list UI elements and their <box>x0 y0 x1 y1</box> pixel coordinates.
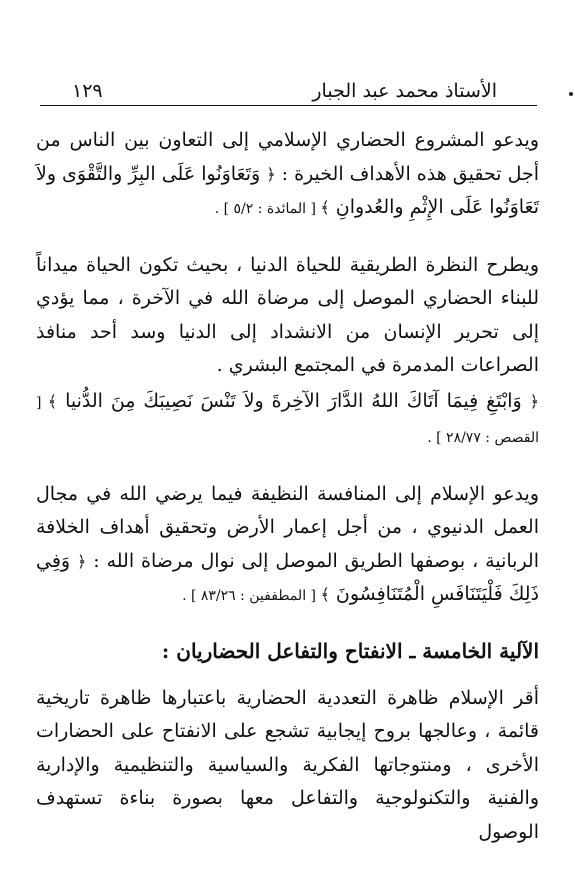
quran-verse: وَابْتَغِ فِيمَا آتَاكَ اللهُ الدَّارَ الآخِرةَ ولاَ تَنْسَ نَصِيبَكَ مِنَ الدُّنيا <box>57 389 530 412</box>
quran-close-bracket: ﴾ <box>320 585 330 604</box>
paragraph-pluralism <box>36 682 539 850</box>
verse-reference: [ المطففين : ٨٣/٢٦ ] . <box>182 588 321 604</box>
header-rule <box>40 105 537 106</box>
paragraph-text: ويدعو الإسلام إلى المنافسة النظيفة فيما يرضي الله في مجال العمل الدنيوي ، من أجل إعمار الأرض وتحقيق أهداف الخلافة الربانية ، بوصفها الطريق الموصل إلى نوال مرضاة الله : <box>36 482 539 572</box>
verse-reference: [ القصص : ٢٨/٧٧ ] . <box>36 394 539 446</box>
quran-verse: وَتَعَاوَنُوا عَلَى البِرِّ والتَّقْوَى ولاَ تَعَاوَنُوا عَلَى الإِثْمِ والعُدوانِ <box>36 162 539 218</box>
page-edge-mark <box>569 92 573 96</box>
running-title: الأستاذ محمد عبد الجبار <box>312 80 497 102</box>
page-header <box>72 74 497 102</box>
quran-verse: وَفِي ذَلِكَ فَلْيَتَنَافَسِ الْمُتَنَافِسُونَ <box>36 549 539 605</box>
paragraph-competition <box>36 478 539 614</box>
paragraph-text: ويطرح النظرة الطريقية للحياة الدنيا ، بحيث تكون الحياة ميداناً للبناء الحضاري الموصل إلى مرضاة الله في الآخرة ، مما يؤدي إلى تحرير الإنسان من الانشداد إلى الدنيا وسد أحد منافذ الصراعات المدمرة في المجتمع البشري . <box>36 253 539 376</box>
paragraph-text: ويدعو المشروع الحضاري الإسلامي إلى التعاون بين الناس من أجل تحقيق هذه الأهداف الخيرة : <box>36 129 539 185</box>
paragraph-verse-qasas <box>36 385 539 456</box>
quran-close-bracket: ﴾ <box>47 391 58 411</box>
quran-close-bracket: ﴾ <box>320 198 330 217</box>
page-number: ١٢٩ <box>72 80 103 102</box>
verse-reference: [ المائدة : ٥/٢ ] . <box>214 201 321 217</box>
section-heading: الآلية الخامسة ـ الانفتاح والتفاعل الحضاريان : <box>161 638 539 663</box>
quran-open-bracket: ﴿ <box>529 391 540 411</box>
paragraph-text: أقر الإسلام ظاهرة التعددية الحضارية باعتبارها ظاهرة تاريخية قائمة ، وعالجها بروح إيجابية تشجع على الانفتاح على الحضارات الأخرى ، ومنتوجاتها الفكرية والسياسية والتنظيمية والإدارية والفنية والتكنولوجية والتفاعل معها بصورة بناءة تستهدف الوصول <box>36 686 539 843</box>
quran-open-bracket: ﴿ <box>77 551 87 571</box>
quran-open-bracket: ﴿ <box>266 164 276 184</box>
page-body <box>36 124 539 849</box>
paragraph-worldly-life <box>36 249 539 383</box>
paragraph-cooperation <box>36 124 539 227</box>
